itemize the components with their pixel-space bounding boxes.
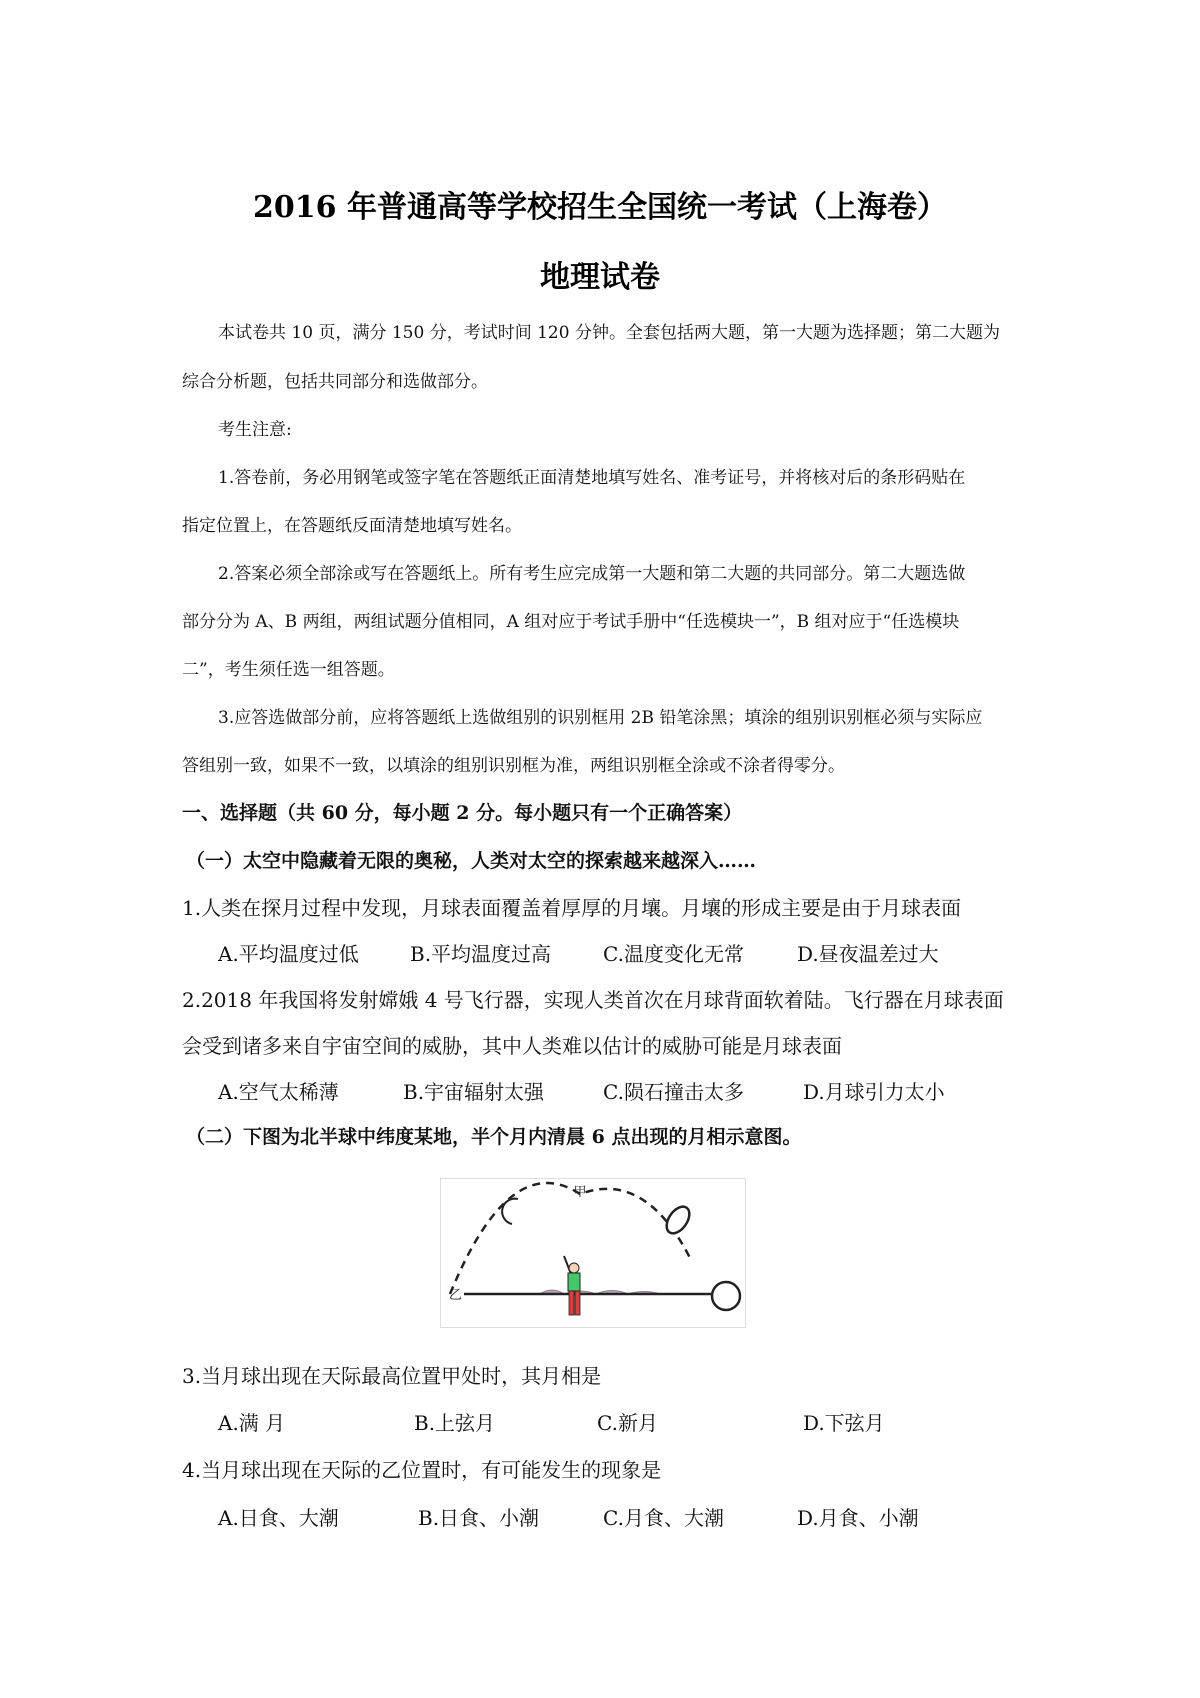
q4-option-c: C.月食、大潮 [603,1506,724,1530]
intro-line-2: 综合分析题，包括共同部分和选做部分。 [182,372,488,392]
label-yi: 乙 [448,1288,462,1303]
q2-option-a: A.空气太稀薄 [218,1080,339,1104]
notice-item-1-line-2: 指定位置上，在答题纸反面清楚地填写姓名。 [182,516,522,536]
label-jia: 甲 [573,1185,587,1200]
q1-option-a: A.平均温度过低 [218,942,359,966]
notice-item-1-line-1: 1.答卷前，务必用钢笔或签字笔在答题纸正面清楚地填写姓名、准考证号，并将核对后的条形码贴在 [218,468,966,488]
section-1-heading: 一、选择题（共 60 分，每小题 2 分。每小题只有一个正确答案） [182,802,743,824]
q1-option-b: B.平均温度过高 [410,942,552,966]
q1-option-d: D.昼夜温差过大 [797,942,939,966]
q2-option-d: D.月球引力太小 [803,1080,945,1104]
question-1-stem: 1.人类在探月过程中发现，月球表面覆盖着厚厚的月壤。月壤的形成主要是由于月球表面 [182,896,962,920]
notice-item-3-line-1: 3.应答选做部分前，应将答题纸上选做组别的识别框用 2B 铅笔涂黑；填涂的组别识别框必须与实际应 [218,708,983,728]
q3-option-d: D.下弦月 [803,1411,885,1435]
q3-option-b: B.上弦月 [414,1411,496,1435]
moon-phase-diagram [440,1178,746,1328]
notice-item-3-line-2: 答组别一致，如果不一致，以填涂的组别识别框为准，两组识别框全涂或不涂者得零分。 [182,756,845,776]
q4-option-a: A.日食、大潮 [218,1506,339,1530]
q4-option-d: D.月食、小潮 [797,1506,919,1530]
q1-option-c: C.温度变化无常 [603,942,744,966]
notice-item-2-line-2: 部分分为 A、B 两组，两组试题分值相同，A 组对应于考试手册中“任选模块一”，B 组对应于“任选模块 [182,612,960,632]
q3-option-c: C.新月 [597,1411,658,1435]
exam-subtitle: 地理试卷 [540,260,660,295]
group-2-heading: （二）下图为北半球中纬度某地，半个月内清晨 6 点出现的月相示意图。 [186,1126,802,1148]
full-moon-icon [712,1282,740,1310]
question-2-stem-line-1: 2.2018 年我国将发射嫦娥 4 号飞行器，实现人类首次在月球背面软着陆。飞行器在月球表面 [182,988,1004,1012]
exam-title: 2016 年普通高等学校招生全国统一考试（上海卷） [253,190,947,225]
notice-item-2-line-3: 二”，考生须任选一组答题。 [182,660,395,680]
q2-option-b: B.宇宙辐射太强 [403,1080,545,1104]
question-2-stem-line-2: 会受到诸多来自宇宙空间的威胁，其中人类难以估计的威胁可能是月球表面 [182,1034,842,1058]
group-1-heading: （一）太空中隐藏着无限的奥秘，人类对太空的探索越来越深入…… [186,850,757,872]
q4-option-b: B.日食、小潮 [418,1506,540,1530]
q3-option-a: A.满 月 [218,1411,286,1435]
notice-heading: 考生注意: [218,420,292,440]
question-3-stem: 3.当月球出现在天际最高位置甲处时，其月相是 [182,1364,602,1388]
q2-option-c: C.陨石撞击太多 [603,1080,744,1104]
question-4-stem: 4.当月球出现在天际的乙位置时，有可能发生的现象是 [182,1458,662,1482]
intro-line-1: 本试卷共 10 页，满分 150 分，考试时间 120 分钟。全套包括两大题，第一大题为选择题；第二大题为 [218,323,1000,343]
notice-item-2-line-1: 2.答案必须全部涂或写在答题纸上。所有考生应完成第一大题和第二大题的共同部分。第二大题选做 [218,564,966,584]
